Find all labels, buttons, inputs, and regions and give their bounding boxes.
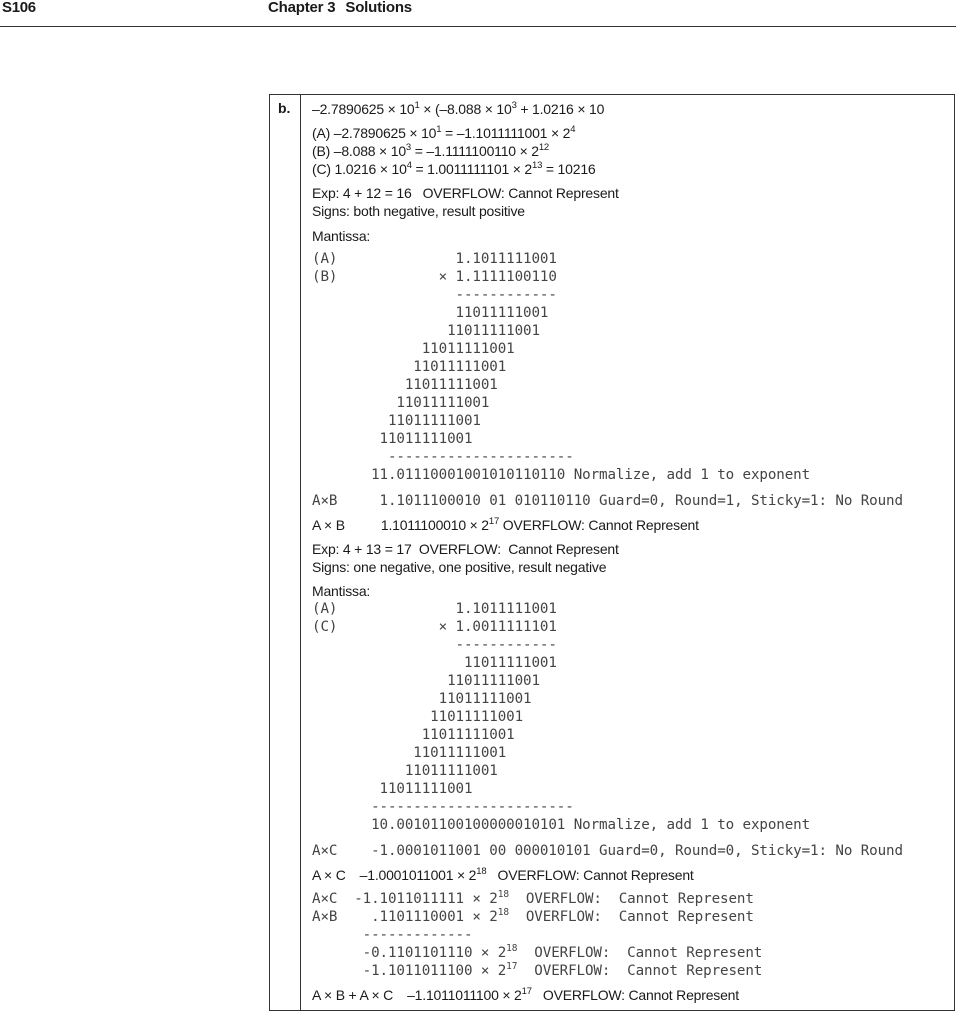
section-label: Solutions xyxy=(345,0,412,16)
mult-line: ------------------------ xyxy=(312,799,574,815)
mult-line: 11011111001 xyxy=(312,655,557,671)
mult-line: 11011111001 xyxy=(312,781,473,797)
mult-line: 11011111001 xyxy=(312,745,507,761)
mult-line: ------------ xyxy=(312,287,557,303)
sum-row-partial: $-0.1101101110 \times 2^{18}$ OVERFLOW: Cannot Represent xyxy=(312,943,763,961)
final-result: A × B + A × C $-1.1011011100 \times 2^{17}$ OVERFLOW: Cannot Represent xyxy=(312,986,739,1003)
mult-line: 11011111001 xyxy=(312,673,540,689)
ab-exponent: Exp: 4 + 12 = 16 OVERFLOW: Cannot Represent xyxy=(312,185,619,201)
problem-expression: $-2.7890625 \times 10^1 \times (-8.088 \times 10^3 + 1.0216 \times 10$ xyxy=(312,100,605,117)
mult-line: 11011111001 xyxy=(312,413,481,429)
def-a: (A) $-2.7890625 \times 10^1 = -1.1011111001 \times 2^4$ xyxy=(312,124,576,141)
mult-line: 11011111001 xyxy=(312,709,524,725)
column-separator xyxy=(300,94,301,1011)
page-number: S106 xyxy=(2,0,36,16)
mult-line: 11011111001 xyxy=(312,359,507,375)
ab-mantissa-label: Mantissa: xyxy=(312,228,371,244)
ac-exponent: Exp: 4 + 13 = 17 OVERFLOW: Cannot Represent xyxy=(312,541,619,557)
def-b: (B) $-8.088 \times 10^3 = -1.1111100110 \times 2^{12}$ xyxy=(312,142,549,159)
sum-dash: ------------- xyxy=(312,927,473,943)
ac-result: A × C $-1.0001011001 \times 2^{18}$ OVERFLOW: Cannot Represent xyxy=(312,866,694,883)
sum-row-normalized: $-1.1011011100 \times 2^{17}$ OVERFLOW: Cannot Represent xyxy=(312,961,763,979)
ab-signs: Signs: both negative, result positive xyxy=(312,203,525,219)
mult-line: 11011111001 xyxy=(312,395,490,411)
sum-row-ac: A×C $-1.1011011111 \times 2^{18}$ OVERFLOW: Cannot Represent xyxy=(312,889,754,907)
mult-line: (C) × 1.0011111101 xyxy=(312,619,557,635)
mult-line: (A) 1.1011111001 xyxy=(312,601,557,617)
mult-line: 11011111001 xyxy=(312,377,498,393)
mult-line: 11011111001 xyxy=(312,691,532,707)
header-rule xyxy=(0,26,956,27)
mult-line: (A) 1.1011111001 xyxy=(312,251,557,267)
mult-line: (B) × 1.1111100110 xyxy=(312,269,557,285)
mult-line: 11011111001 xyxy=(312,323,540,339)
mult-line: 11011111001 xyxy=(312,305,549,321)
mult-line: ---------------------- xyxy=(312,449,574,465)
mult-line: ------------ xyxy=(312,637,557,653)
mult-line: 11011111001 xyxy=(312,341,515,357)
ac-mantissa-label: Mantissa: xyxy=(312,583,371,599)
mult-line: 11011111001 xyxy=(312,763,498,779)
chapter-label: Chapter 3 xyxy=(268,0,336,16)
part-label: b. xyxy=(278,100,291,116)
mult-line: 11.01110001001010110110 Normalize, add 1 to exponent xyxy=(312,467,811,483)
mult-line: 11011111001 xyxy=(312,431,473,447)
running-header xyxy=(268,0,412,16)
mult-line: A×C -1.0001011001 00 000010101 Guard=0, Round=0, Sticky=1: No Round xyxy=(312,843,903,859)
mult-line: 11011111001 xyxy=(312,727,515,743)
ac-signs: Signs: one negative, one positive, result negative xyxy=(312,559,607,575)
mult-line: A×B 1.1011100010 01 010110110 Guard=0, Round=1, Sticky=1: No Round xyxy=(312,493,903,509)
ab-result: A × B $1.1011100010 \times 2^{17}$ OVERFLOW: Cannot Represent xyxy=(312,516,699,533)
mult-line: 10.00101100100000010101 Normalize, add 1 to exponent xyxy=(312,817,811,833)
def-c: (C) $1.0216 \times 10^4 = 1.0011111101 \times 2^{13} = 10216$ xyxy=(312,160,596,177)
sum-row-ab: A×B $.1101110001 \times 2^{18}$ OVERFLOW: Cannot Represent xyxy=(312,907,754,925)
